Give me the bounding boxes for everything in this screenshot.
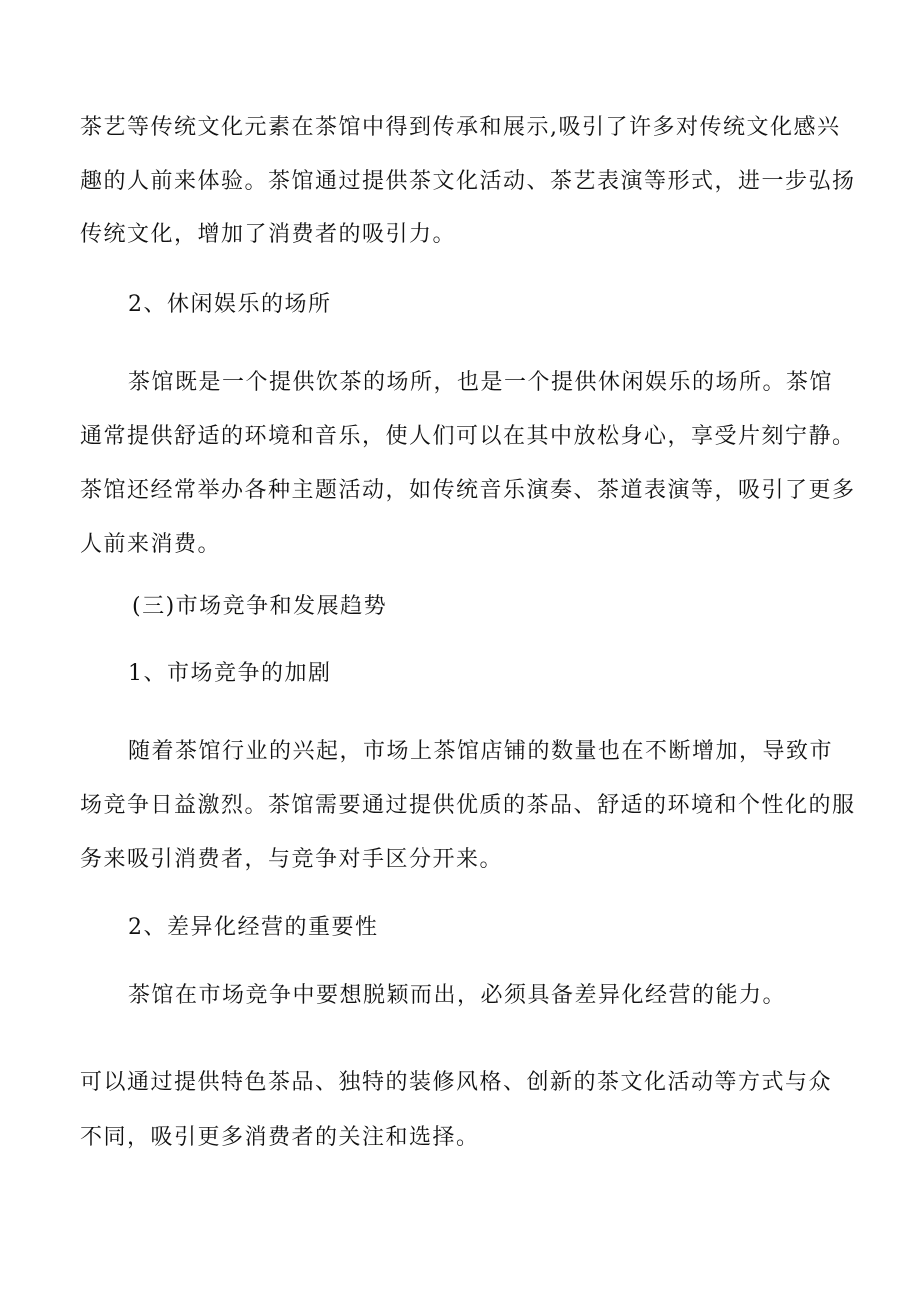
paragraph-line: 茶艺等传统文化元素在茶馆中得到传承和展示,吸引了许多对传统文化感兴 <box>80 115 841 140</box>
paragraph-line: 茶馆在市场竞争中要想脱颖而出，必须具备差异化经营的能力。 <box>128 983 787 1008</box>
paragraph-line: 务来吸引消费者，与竞争对手区分开来。 <box>80 847 504 872</box>
paragraph-line: 传统文化，增加了消费者的吸引力。 <box>80 222 457 247</box>
paragraph-line: 人前来消费。 <box>80 532 222 557</box>
paragraph-line: 通常提供舒适的环境和音乐，使人们可以在其中放松身心，享受片刻宁静。 <box>80 424 856 449</box>
section-heading: 2、差异化经营的重要性 <box>128 915 379 940</box>
paragraph-line: 可以通过提供特色茶品、独特的装修风格、创新的茶文化活动等方式与众 <box>80 1070 833 1095</box>
paragraph-line: 茶馆还经常举办各种主题活动，如传统音乐演奏、茶道表演等，吸引了更多 <box>80 478 856 503</box>
section-heading: 2、休闲娱乐的场所 <box>128 292 332 317</box>
paragraph-line: 不同，吸引更多消费者的关注和选择。 <box>80 1125 480 1150</box>
paragraph-line: 随着茶馆行业的兴起，市场上茶馆店铺的数量也在不断增加，导致市 <box>128 739 834 764</box>
section-heading: 1、市场竞争的加剧 <box>128 661 332 686</box>
paragraph-line: 趣的人前来体验。茶馆通过提供茶文化活动、茶艺表演等形式，进一步弘扬 <box>80 169 856 194</box>
paragraph-line: 茶馆既是一个提供饮茶的场所，也是一个提供休闲娱乐的场所。茶馆 <box>128 370 834 395</box>
chapter-heading: (三)市场竞争和发展趋势 <box>132 594 388 619</box>
paragraph-line: 场竞争日益激烈。茶馆需要通过提供优质的茶品、舒适的环境和个性化的服 <box>80 793 856 818</box>
